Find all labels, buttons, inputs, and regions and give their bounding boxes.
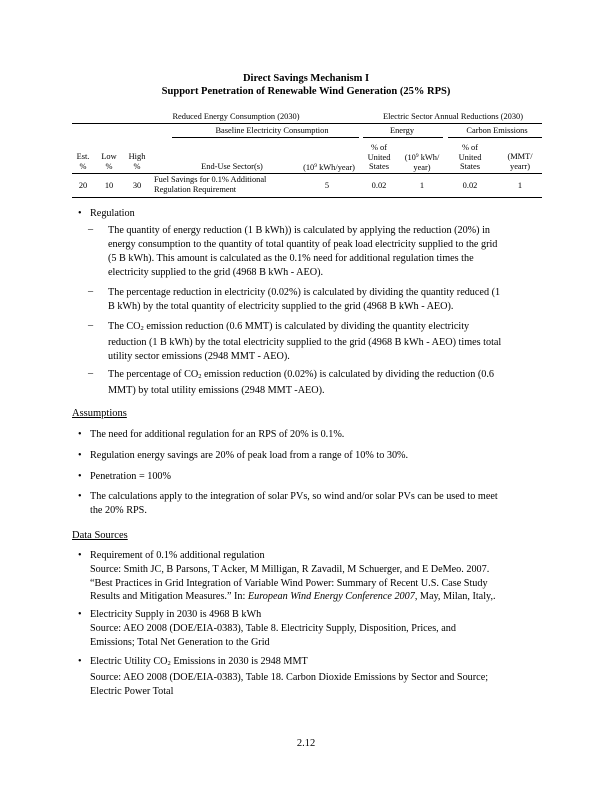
savings-table bbox=[72, 106, 542, 200]
text-span: , May, Milan, Italy,. bbox=[414, 591, 496, 603]
cell-est: 20 bbox=[78, 181, 88, 190]
col-est bbox=[72, 152, 94, 171]
list-item-text: The need for additional regulation for an RPS of 20% is 0.1%. bbox=[90, 429, 345, 440]
text-line bbox=[108, 368, 538, 384]
page-subtitle: Support Penetration of Renewable Wind Generation (25% RPS) bbox=[161, 86, 451, 97]
text-span: emission reduction (0.02%) is calculated by dividing the reduction (0.6 bbox=[204, 369, 495, 380]
text-line: utility sector emissions (2948 MMT - AEO). bbox=[108, 351, 290, 362]
unit-text: (10 bbox=[404, 153, 416, 162]
text-line: Source: Smith JC, B Parsons, T Acker, M Milligan, R Zavadil, M Schuerger, and E DeMeo. 2007. bbox=[90, 563, 490, 575]
text-line: reduction (1 B kWh) by the total electricity supplied to the grid (4968 B kWh - AEO) times total bbox=[108, 337, 502, 348]
text-line: MMT) by total utility emissions (2948 MMT -AEO). bbox=[108, 385, 325, 396]
col-line: States bbox=[368, 162, 389, 172]
subscript: 2 bbox=[167, 660, 171, 667]
bullet-icon: • bbox=[78, 491, 82, 502]
text-line: the 20% RPS. bbox=[90, 504, 147, 516]
cell-line: Regulation Requirement bbox=[154, 184, 237, 194]
divider bbox=[72, 123, 542, 124]
col-line: United bbox=[458, 152, 482, 162]
text-line bbox=[90, 655, 540, 671]
text-span: Emissions in 2030 is 2948 MMT bbox=[170, 656, 308, 667]
group-header-right: Electric Sector Annual Reductions (2030) bbox=[382, 112, 523, 121]
list-item-text bbox=[90, 608, 540, 649]
text-italic: European Wind Energy Conference 2007 bbox=[247, 591, 415, 603]
col-low bbox=[98, 152, 120, 171]
text-span: The CO bbox=[108, 321, 141, 332]
bullet-icon: • bbox=[78, 609, 82, 620]
list-item-text bbox=[90, 549, 560, 604]
col-pct-us-energy bbox=[360, 143, 398, 172]
bullet-icon: • bbox=[78, 208, 82, 219]
text-line: energy consumption to the quantity of total quantity of peak load electricity supplied to the grid bbox=[108, 239, 498, 250]
text-line: Requirement of 0.1% additional regulation bbox=[90, 550, 265, 561]
cell-high: 30 bbox=[132, 181, 142, 190]
text-line: Electricity Supply in 2030 is 4968 B kWh bbox=[90, 609, 262, 620]
text-line: The calculations apply to the integration of solar PVs, so wind and/or solar PVs can be used to meet bbox=[90, 491, 498, 502]
col-line: % of bbox=[461, 143, 479, 152]
subheader-baseline: Baseline Electricity Consumption bbox=[215, 126, 329, 135]
cell-carbon: 1 bbox=[517, 181, 523, 190]
bullet-icon: • bbox=[78, 471, 82, 482]
bullet-icon: • bbox=[78, 550, 82, 561]
col-high-line: % bbox=[133, 161, 141, 171]
col-est-line: Est. bbox=[76, 152, 90, 161]
unit-text: kWh/ bbox=[418, 153, 440, 162]
text-line bbox=[108, 320, 538, 336]
regulation-item-4 bbox=[108, 368, 538, 398]
cell-pct-energy: 0.02 bbox=[371, 181, 387, 190]
subheader-energy: Energy bbox=[389, 126, 415, 135]
text-line: Emissions; Total Net Generation to the Grid bbox=[90, 636, 270, 648]
col-low-line: Low bbox=[101, 152, 117, 161]
regulation-item-1 bbox=[108, 224, 538, 280]
regulation-item-3 bbox=[108, 320, 538, 364]
col-high-line: High bbox=[128, 152, 146, 161]
cell-low: 10 bbox=[104, 181, 114, 190]
list-item-text: Regulation bbox=[90, 208, 135, 219]
text-line: The quantity of energy reduction (1 B kWh)) is calculated by applying the reduction (20%) in bbox=[108, 225, 491, 236]
col-mmt bbox=[498, 152, 542, 171]
group-header-left: Reduced Energy Consumption (2030) bbox=[172, 112, 300, 121]
text-line: electricity supplied to the grid (4968 B kWh - AEO). bbox=[108, 267, 324, 278]
col-line bbox=[398, 152, 446, 163]
text-line: “Best Practices in Grid Integration of Variable Wind Power: Summary of Recent U.S. Case Study bbox=[90, 577, 488, 589]
subscript: 2 bbox=[140, 325, 144, 332]
dash-icon: – bbox=[88, 368, 94, 379]
cell-sector bbox=[154, 175, 304, 194]
text-line: Source: AEO 2008 (DOE/EIA-0383), Table 8. Electricity Supply, Disposition, Prices, and bbox=[90, 622, 456, 634]
cell-energy: 1 bbox=[419, 181, 425, 190]
dash-icon: – bbox=[88, 320, 94, 331]
text-line: Electric Power Total bbox=[90, 685, 174, 697]
col-baseline-unit bbox=[294, 162, 364, 173]
regulation-item-2 bbox=[108, 286, 538, 314]
bullet-icon: • bbox=[78, 450, 82, 461]
list-item-text: Regulation energy savings are 20% of peak load from a range of 10% to 30%. bbox=[90, 450, 409, 461]
col-pct-us-carbon bbox=[450, 143, 490, 172]
unit-exp: 9 bbox=[314, 163, 317, 169]
text-line: B kWh) by the total quantity of electricity supplied to the grid (4968 B kWh - AEO). bbox=[108, 301, 454, 312]
unit-text: (10 bbox=[303, 163, 315, 172]
unit-text: kWh/year) bbox=[317, 163, 355, 172]
text-span: The percentage of CO bbox=[108, 369, 199, 380]
cell-line: Fuel Savings for 0.1% Additional bbox=[154, 175, 267, 184]
text-span: Electric Utility CO bbox=[90, 656, 168, 667]
col-high bbox=[126, 152, 148, 171]
bullet-icon: • bbox=[78, 656, 82, 667]
page-title: Direct Savings Mechanism I bbox=[242, 73, 370, 84]
col-line: year) bbox=[413, 162, 431, 172]
list-item-text bbox=[90, 655, 540, 698]
text-span: Results and Mitigation Measures.” In: bbox=[90, 591, 248, 603]
list-item-text bbox=[90, 490, 540, 518]
col-est-line: % bbox=[79, 161, 87, 171]
assumptions-heading: Assumptions bbox=[72, 408, 127, 419]
divider bbox=[72, 197, 542, 198]
page-number: 2.12 bbox=[296, 738, 316, 749]
col-line: States bbox=[459, 162, 480, 172]
bullet-icon: • bbox=[78, 429, 82, 440]
divider bbox=[448, 137, 542, 138]
subscript: 2 bbox=[198, 373, 202, 380]
col-low-line: % bbox=[105, 161, 113, 171]
divider bbox=[172, 137, 359, 138]
data-sources-heading: Data Sources bbox=[72, 530, 128, 541]
col-line: % of bbox=[370, 143, 388, 152]
list-item-text: Penetration = 100% bbox=[90, 471, 172, 482]
dash-icon: – bbox=[88, 286, 94, 297]
divider bbox=[72, 173, 542, 174]
col-line: yearr) bbox=[510, 161, 530, 171]
col-line: United bbox=[367, 152, 391, 162]
text-span: emission reduction (0.6 MMT) is calculated by dividing the quantity electricity bbox=[146, 321, 470, 332]
text-line: (5 B kWh). This amount is calculated as the 0.1% need for additional regulation times the bbox=[108, 253, 474, 264]
dash-icon: – bbox=[88, 224, 94, 235]
text-line bbox=[90, 590, 560, 604]
divider bbox=[363, 137, 443, 138]
cell-baseline: 5 bbox=[324, 181, 330, 190]
col-line: (MMT/ bbox=[507, 152, 533, 161]
text-line: The percentage reduction in electricity (0.02%) is calculated by dividing the quantity reduced (1 bbox=[108, 287, 501, 298]
col-sector: End-Use Sector(s) bbox=[201, 162, 263, 171]
cell-pct-carbon: 0.02 bbox=[462, 181, 478, 190]
subheader-carbon: Carbon Emissions bbox=[466, 126, 528, 135]
col-energy-unit bbox=[398, 152, 446, 172]
unit-exp: 9 bbox=[415, 153, 419, 159]
text-line: Source: AEO 2008 (DOE/EIA-0383), Table 18. Carbon Dioxide Emissions by Sector and Source; bbox=[90, 671, 489, 683]
